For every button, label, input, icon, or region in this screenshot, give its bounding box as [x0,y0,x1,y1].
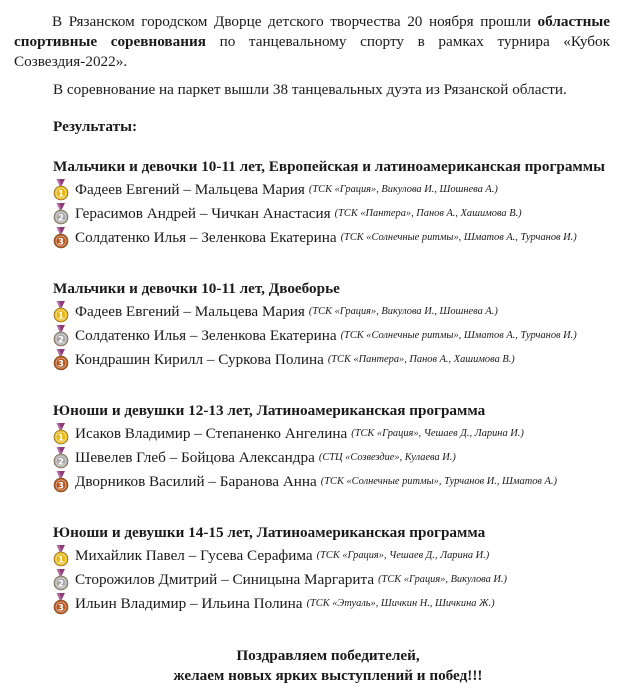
result-section [53,156,623,250]
club-coaches: (ТСК «Грация», Чешаев Д., Ларина И.) [351,428,524,439]
silver-medal-icon [53,569,69,591]
result-row [53,348,623,372]
intro-text-a: В Рязанском городском Дворце детского творчества 20 ноября прошли [52,13,538,30]
closing-message [0,646,636,686]
dancer-couple: Фадеев Евгений – Мальцева Мария [75,303,305,320]
result-section [53,522,623,616]
bronze-medal-icon [53,471,69,493]
club-coaches: (ТСК «Солнечные ритмы», Шматов А., Турчанов И.) [340,330,577,341]
gold-medal-icon [53,545,69,567]
intro-participants: В соревнование на паркет вышли 38 танцевальных дуэта из Рязанской области. [53,81,567,98]
svg-text:1: 1 [58,189,64,200]
result-row [53,324,623,348]
svg-text:1: 1 [58,433,64,444]
result-row [53,470,623,494]
result-row [53,422,623,446]
dancer-couple: Шевелев Глеб – Бойцова Александра [75,449,315,466]
bronze-medal-icon [53,227,69,249]
result-section [53,278,623,372]
bronze-medal-icon [53,349,69,371]
club-coaches: (ТСК «Солнечные ритмы», Турчанов И., Шматов А.) [320,476,557,487]
result-row [53,178,623,202]
result-row [53,568,623,592]
section-title: Мальчики и девочки 10-11 лет, Европейская и латиноамериканская программы [53,158,605,175]
gold-medal-icon [53,301,69,323]
club-coaches: (ТСК «Пантера», Панов А., Хашимова В.) [334,208,522,219]
club-coaches: (ТСК «Солнечные ритмы», Шматов А., Турчанов И.) [340,232,577,243]
svg-text:2: 2 [58,457,64,468]
section-title: Юноши и девушки 14-15 лет, Латиноамериканская программа [53,524,486,541]
dancer-couple: Солдатенко Илья – Зеленкова Екатерина [75,327,337,344]
svg-text:2: 2 [58,579,64,590]
gold-medal-icon [53,179,69,201]
result-row [53,226,623,250]
dancer-couple: Дворников Василий – Баранова Анна [75,473,317,490]
club-coaches: (ТСК «Этуаль», Шичкин Н., Шичкина Ж.) [306,598,495,609]
svg-text:3: 3 [58,481,64,492]
dancer-couple: Кондрашин Кирилл – Суркова Полина [75,351,324,368]
result-row [53,592,623,616]
intro-text-b: по танцевальному спорту в рамках турнира «Кубок Созвездия-2022». [14,33,610,70]
club-coaches: (СТЦ «Созвездие», Кулаева И.) [318,452,456,463]
club-coaches: (ТСК «Грация», Викулова И., Шошнева А.) [308,306,498,317]
result-section [53,400,623,494]
intro-text-bold: областные спортивные соревнования [14,13,610,50]
svg-text:1: 1 [58,555,64,566]
result-row [53,300,623,324]
section-title: Мальчики и девочки 10-11 лет, Двоеборье [53,280,340,297]
bronze-medal-icon [53,593,69,615]
dancer-couple: Михайлик Павел – Гусева Серафима [75,547,313,564]
closing-line-2: желаем новых ярких выступлений и побед!!! [173,667,483,684]
svg-text:3: 3 [58,603,64,614]
svg-text:3: 3 [58,359,64,370]
intro-paragraph [14,12,610,72]
result-row [53,202,623,226]
results-heading: Результаты: [53,118,138,135]
dancer-couple: Герасимов Андрей – Чичкан Анастасия [75,205,331,222]
dancer-couple: Исаков Владимир – Степаненко Ангелина [75,425,348,442]
gold-medal-icon [53,423,69,445]
result-row [53,446,623,470]
club-coaches: (ТСК «Пантера», Панов А., Хашимова В.) [327,354,515,365]
closing-line-1: Поздравляем победителей, [236,647,420,664]
svg-text:2: 2 [58,213,64,224]
dancer-couple: Сторожилов Дмитрий – Синицына Маргарита [75,571,375,588]
dancer-couple: Солдатенко Илья – Зеленкова Екатерина [75,229,337,246]
club-coaches: (ТСК «Грация», Викулова И.) [378,574,507,585]
svg-text:3: 3 [58,237,64,248]
silver-medal-icon [53,203,69,225]
svg-text:1: 1 [58,311,64,322]
result-row [53,544,623,568]
svg-text:2: 2 [58,335,64,346]
dancer-couple: Ильин Владимир – Ильина Полина [75,595,303,612]
silver-medal-icon [53,325,69,347]
section-title: Юноши и девушки 12-13 лет, Латиноамериканская программа [53,402,486,419]
dancer-couple: Фадеев Евгений – Мальцева Мария [75,181,305,198]
club-coaches: (ТСК «Грация», Викулова И., Шошнева А.) [308,184,498,195]
silver-medal-icon [53,447,69,469]
club-coaches: (ТСК «Грация», Чешаев Д., Ларина И.) [316,550,490,561]
